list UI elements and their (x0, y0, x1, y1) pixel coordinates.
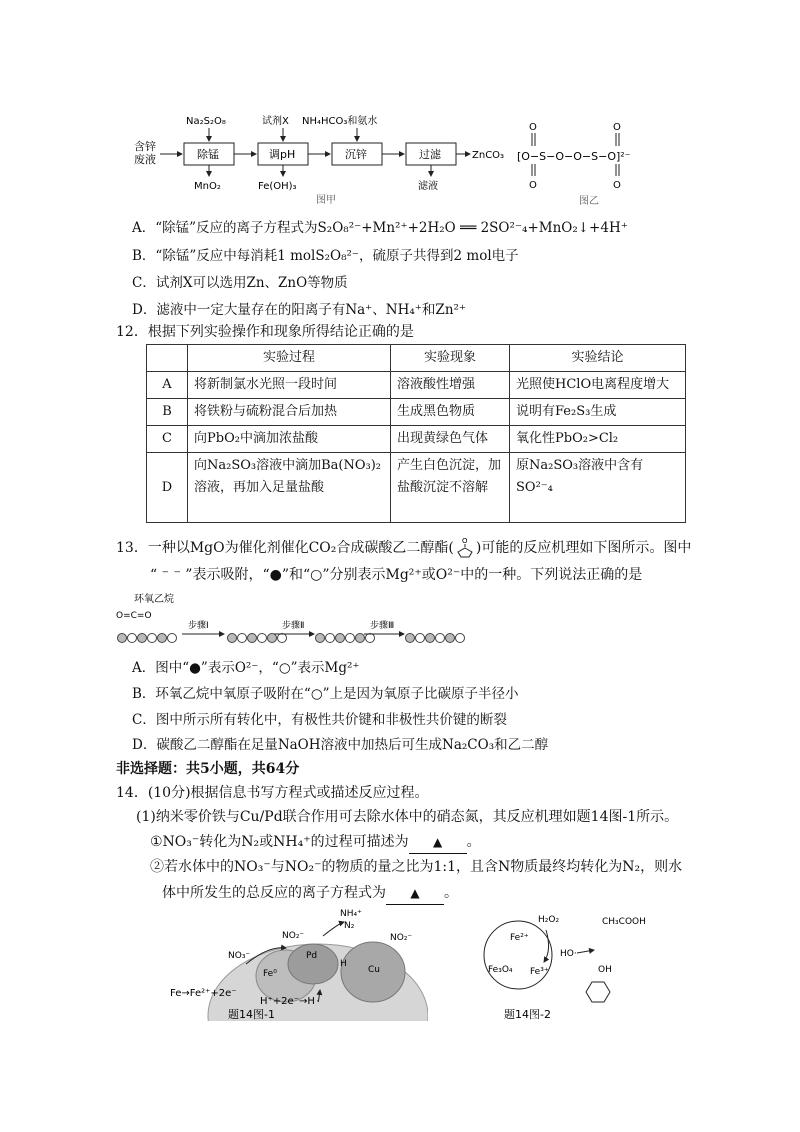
table-cell: C (147, 426, 188, 453)
flow-reagent2: 试剂X (262, 116, 289, 127)
catalyst-atom (326, 634, 335, 643)
catalyst-atom (366, 634, 375, 643)
flow-step1: 除锰 (197, 148, 219, 161)
q11-option-d: D．滤液中一定大量存在的阳离子有Na⁺、NH₄⁺和Zn²⁺ (132, 302, 467, 318)
svg-text:O: O (529, 180, 537, 191)
fig1-cu: Cu (368, 965, 380, 975)
flow-step4: 过滤 (419, 148, 441, 161)
fig14-2-caption: 题14图-2 (504, 1008, 551, 1021)
flow-input-line1: 含锌 (134, 140, 156, 153)
catalyst-atom (158, 634, 167, 643)
table-cell: 将铁粉与硫粉混合后加热 (188, 399, 391, 426)
table-cell: B (147, 399, 188, 426)
catalyst-atom (268, 634, 277, 643)
q14-item2-line1: ②若水体中的NO₃⁻与NO₂⁻的物质的量之比为1:1，且含N物质最终均转化为N₂，则水 (150, 859, 683, 875)
fig14-2-diagram (480, 910, 680, 1022)
catalyst-atom (228, 634, 237, 643)
fig1-n2: N₂ (344, 921, 355, 931)
fig2-acid: CH₃COOH (602, 917, 646, 927)
label-co2: O=C=O (116, 611, 152, 621)
table-cell: 溶液酸性增强 (391, 372, 510, 399)
fig1-h: H (340, 959, 347, 969)
catalyst-atom (278, 634, 287, 643)
q13-option-c: C．图中所示所有转化中，有极性共价键和非极性共价键的断裂 (132, 712, 507, 728)
svg-text:O: O (461, 537, 468, 545)
table-cell: 说明有Fe₂S₃生成 (510, 399, 686, 426)
catalyst-atom (406, 634, 415, 643)
catalyst-atom (316, 634, 325, 643)
process-flow-diagram (130, 110, 510, 205)
catalyst-atom (168, 634, 177, 643)
fig14-1-diagram (168, 906, 428, 1021)
table-cell: 光照使HClO电离程度增大 (510, 372, 686, 399)
fig1-no3: NO₃⁻ (228, 951, 251, 961)
fig14-1-caption: 题14图-1 (228, 1008, 275, 1021)
q14-sub1: (1)纳米零价铁与Cu/Pd联合作用可去除水体中的硝态氮，其反应机理如题14图-1所示。 (136, 809, 679, 825)
structure-caption: 图乙 (579, 196, 599, 207)
table-row (147, 399, 686, 426)
q13-stem-a: 13．一种以MgO为催化剂催化CO₂合成碳酸乙二醇酯( (116, 540, 454, 556)
table-header: 实验现象 (391, 345, 510, 372)
catalyst-atom (346, 634, 355, 643)
ethylene-carbonate-icon (454, 536, 476, 558)
q14-item1 (150, 831, 481, 854)
answer-blank-1[interactable] (409, 831, 467, 854)
catalyst-atom (148, 634, 157, 643)
q14-item2-end: 。 (444, 885, 458, 901)
catalyst-atom (118, 634, 127, 643)
fig1-fe0: Fe⁰ (263, 969, 277, 979)
table-cell: 向PbO₂中滴加浓盐酸 (188, 426, 391, 453)
fig2-h2o2: H₂O₂ (538, 915, 560, 925)
fig1-pd: Pd (306, 951, 318, 961)
svg-text:O: O (613, 122, 621, 133)
table-row (147, 453, 686, 523)
q13-stem-line2: “ ⁻ ⁻ ”表示吸附，“●”和“○”分别表示Mg²⁺或O²⁻中的一种。下列说法正确的是 (150, 567, 643, 583)
table-cell: 向Na₂SO₃溶液中滴加Ba(NO₃)₂溶液，再加入足量盐酸 (188, 453, 391, 523)
q13-option-a: A．图中“●”表示O²⁻，“○”表示Mg²⁺ (132, 660, 360, 676)
flow-byproduct1: MnO₂ (194, 181, 221, 192)
flow-reagent1: Na₂S₂O₈ (186, 116, 226, 127)
q13-stem (116, 536, 691, 559)
q14-item1-end: 。 (466, 834, 481, 850)
q12-table (146, 344, 686, 523)
catalyst-atom (436, 634, 445, 643)
q11-option-c: C．试剂X可以选用Zn、ZnO等物质 (132, 275, 348, 291)
q14-item1-text: ①NO₃⁻转化为N₂或NH₄⁺的过程可描述为 (150, 834, 409, 850)
fig2-oh: OH (598, 965, 612, 975)
table-header-row (147, 345, 686, 372)
step2-label: 步骤Ⅱ (282, 621, 305, 631)
fig1-no2: NO₂⁻ (282, 931, 305, 941)
q11-option-a: A．“除锰”反应的离子方程式为S₂O₈²⁻+Mn²⁺+2H₂O ══ 2SO²⁻₄+MnO₂↓+4H⁺ (132, 220, 628, 236)
fig1-nh4: NH₄⁺ (340, 909, 362, 919)
table-header: 实验结论 (510, 345, 686, 372)
q12-stem: 12．根据下列实验操作和现象所得结论正确的是 (116, 324, 414, 340)
table-header (147, 345, 188, 372)
table-cell: A (147, 372, 188, 399)
flow-byproduct3: 滤液 (418, 181, 438, 192)
step1-label: 步骤Ⅰ (188, 621, 209, 631)
flow-product: ZnCO₃ (472, 150, 505, 161)
catalyst-atom (446, 634, 455, 643)
svg-text:O: O (613, 180, 621, 191)
table-cell: 原Na₂SO₃溶液中含有SO²⁻₄ (510, 453, 686, 523)
structure-formula: [O−S−O−O−S−O]²⁻ (517, 150, 631, 163)
table-cell: 生成黑色物质 (391, 399, 510, 426)
q13-option-d: D．碳酸乙二醇酯在足量NaOH溶液中加热后可生成Na₂CO₃和乙二醇 (132, 737, 549, 753)
fig1-no2b: NO₂⁻ (390, 933, 413, 943)
persulfate-structure (515, 118, 685, 208)
flow-reagent3: NH₄HCO₃和氨水 (302, 116, 378, 127)
blank-marker-icon: ▲ (432, 835, 443, 849)
q11-option-b: B．“除锰”反应中每消耗1 molS₂O₈²⁻，硫原子共得到2 mol电子 (132, 248, 519, 264)
q13-option-b: B．环氧乙烷中氧原子吸附在“○”上是因为氧原子比碳原子半径小 (132, 686, 519, 702)
q13-stem-b: )可能的反应机理如下图所示。图中 (475, 540, 692, 556)
fig2-fe3: Fe³⁺ (530, 967, 549, 977)
catalyst-atom (416, 634, 425, 643)
flow-caption: 图甲 (316, 195, 336, 205)
catalyst-atom (238, 634, 247, 643)
catalyst-atom (356, 634, 365, 643)
catalyst-atom (426, 634, 435, 643)
fig2-fe2: Fe²⁺ (510, 933, 529, 943)
svg-text:O: O (529, 122, 537, 133)
table-row (147, 372, 686, 399)
blank-marker-icon: ▲ (410, 886, 420, 900)
flow-input-line2: 废液 (134, 153, 156, 166)
answer-blank-2[interactable] (386, 882, 444, 905)
section-title: 非选择题：共5小题，共64分 (116, 761, 300, 777)
label-epoxide: 环氧乙烷 (134, 594, 174, 605)
flow-byproduct2: Fe(OH)₃ (258, 181, 297, 192)
catalyst-atom (138, 634, 147, 643)
table-cell: D (147, 453, 188, 523)
table-row (147, 426, 686, 453)
fig1-fe-eq: Fe→Fe²⁺+2e⁻ (170, 988, 237, 999)
flow-step2: 调pH (269, 148, 296, 161)
q14-stem: 14．(10分)根据信息书写方程式或描述反应过程。 (116, 785, 429, 801)
flow-step3: 沉锌 (345, 148, 367, 161)
table-cell: 将新制氯水光照一段时间 (188, 372, 391, 399)
catalyst-atom (456, 634, 465, 643)
q14-item2-line2 (162, 882, 458, 905)
table-cell: 出现黄绿色气体 (391, 426, 510, 453)
mechanism-diagram (114, 590, 494, 650)
fig2-ho: HO· (560, 949, 577, 959)
catalyst-atom (248, 634, 257, 643)
catalyst-atom (258, 634, 267, 643)
step3-label: 步骤Ⅲ (370, 621, 395, 631)
fig1-h-eq: H⁺+2e⁻→H (260, 996, 315, 1007)
catalyst-atom (336, 634, 345, 643)
fig2-fe3o4: Fe₃O₄ (488, 965, 513, 975)
table-cell: 产生白色沉淀，加盐酸沉淀不溶解 (391, 453, 510, 523)
catalyst-atom (128, 634, 137, 643)
q14-item2-text: 体中所发生的总反应的离子方程式为 (162, 885, 386, 901)
table-cell: 氧化性PbO₂>Cl₂ (510, 426, 686, 453)
table-header: 实验过程 (188, 345, 391, 372)
